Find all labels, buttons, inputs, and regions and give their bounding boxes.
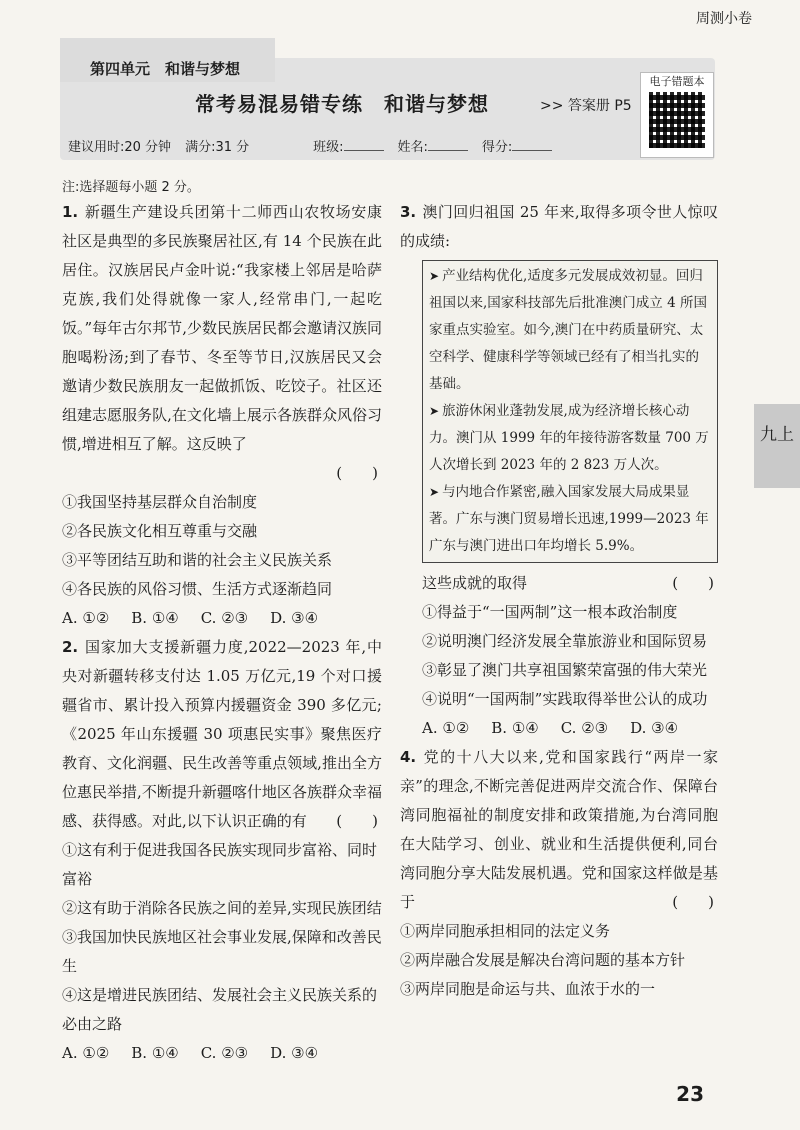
answer-reference: >> 答案册 P5 [540,98,632,114]
option-2: ②这有助于消除各民族之间的差异,实现民族团结 [62,899,382,917]
choice-d[interactable]: D. ③④ [270,1044,319,1062]
question-number: 3. [400,203,417,221]
option-4: ④这是增进民族团结、发展社会主义民族关系的必由之路 [62,986,378,1033]
choice-b[interactable]: B. ①④ [491,719,539,737]
question-3 [400,198,718,743]
answer-bracket: ( ) [672,893,714,911]
answer-bracket: ( ) [336,812,378,830]
arrow-icon: ➤ [429,269,440,283]
choice-b[interactable]: B. ①④ [131,609,179,627]
option-2: ②两岸融合发展是解决台湾问题的基本方针 [400,951,686,969]
material-point-3: ➤ 与内地合作紧密,融入国家发展大局成果显著。广东与澳门贸易增长迅速,1999—2023 年广东与澳门进出口年均增长 5.9%。 [429,484,709,554]
option-1: ①得益于“一国两制”这一根本政治制度 [422,603,678,621]
option-3: ③平等团结互助和谐的社会主义民族关系 [62,551,333,569]
option-2: ②各民族文化相互尊重与交融 [62,522,258,540]
question-2 [62,633,382,1068]
material-box [422,260,718,563]
choice-a[interactable]: A. ①② [62,609,110,627]
class-label: 班级: [313,136,383,155]
option-3: ③我国加快民族地区社会事业发展,保障和改善民生 [62,928,382,975]
answer-choices [62,1039,382,1068]
material-point-2: ➤ 旅游休闲业蓬勃发展,成为经济增长核心动力。澳门从 1999 年的年接待游客数量 700 万人次增长到 2023 年的 2 823 万人次。 [429,403,709,473]
question-text: 新疆生产建设兵团第十二师西山农牧场安康社区是典型的多民族聚居社区,有 14 个民族在此居住。汉族居民卢金叶说:“我家楼上邻居是哈萨克族,我们处得就像一家人,经常串门,一起吃饭。”每年古尔邦节,少数民族居民都会邀请汉族同胞喝粉汤;到了春节、冬至等节日,汉族居民又会邀请少数民族朋友一起做抓饭、吃饺子。社区还组建志愿服务队,在文化墙上展示各族群众风俗习惯,增进相互了解。这反映了 [62,203,382,453]
left-column [62,198,382,1068]
instruction-note: 注:选择题每小题 2 分。 [62,180,200,195]
grade-side-tab: 九上 [754,404,800,488]
option-3: ③两岸同胞是命运与共、血浓于水的一 [400,980,656,998]
option-1: ①两岸同胞承担相同的法定义务 [400,922,611,940]
qr-code-box[interactable] [640,72,714,158]
choice-a[interactable]: A. ①② [422,719,470,737]
option-4: ④说明“一国两制”实践取得举世公认的成功 [422,690,708,708]
choice-d[interactable]: D. ③④ [630,719,679,737]
choice-b[interactable]: B. ①④ [131,1044,179,1062]
answer-choices [62,604,382,633]
qr-code-icon [649,92,705,148]
qr-label: 电子错题本 [649,75,705,88]
question-number: 4. [400,748,417,766]
option-1: ①这有利于促进我国各民族实现同步富裕、同时富裕 [62,841,378,888]
choice-c[interactable]: C. ②③ [560,719,609,737]
answer-bracket: ( ) [336,464,378,482]
question-number: 1. [62,203,79,221]
page-number: 23 [676,1082,704,1106]
choice-a[interactable]: A. ①② [62,1044,110,1062]
page-title: 常考易混易错专练 和谐与梦想 [195,92,489,116]
series-tag: 周测小卷 [696,11,752,27]
answer-choices [400,714,718,743]
question-text: 澳门回归祖国 25 年来,取得多项令世人惊叹的成绩: [400,203,718,250]
question-1 [62,198,382,633]
question-text: 国家加大支援新疆力度,2022—2023 年,中央对新疆转移支付达 1.05 万亿元,19 个对口援疆省市、累计投入预算内援疆资金 390 多亿元;《2025 年山东援疆 30 项惠民实事》聚焦医疗教育、文化润疆、民生改善等重点领域,推出全方位惠民举措,不断提升新疆喀什地区各族群众幸福感、获得感。对此,以下认识正确的有 [62,638,382,830]
option-4: ④各民族的风俗习惯、生活方式逐渐趋同 [62,580,333,598]
answer-bracket: ( ) [672,574,714,592]
choice-c[interactable]: C. ②③ [200,1044,249,1062]
option-1: ①我国坚持基层群众自治制度 [62,493,258,511]
material-point-1: ➤ 产业结构优化,适度多元发展成效初显。回归祖国以来,国家科技部先后批准澳门成立 4 所国家重点实验室。如今,澳门在中药质量研究、太空科学、健康科学等领域已经有了相当扎实的基础。 [429,268,707,392]
unit-label: 第四单元 和谐与梦想 [60,38,275,82]
question-stem: 这些成就的取得 [422,574,528,592]
score-label: 得分: [482,136,552,155]
option-3: ③彰显了澳门共享祖国繁荣富强的伟大荣光 [422,661,708,679]
full-score: 满分:31 分 [185,140,250,155]
right-column [400,198,718,1004]
name-label: 姓名: [398,136,468,155]
option-2: ②说明澳门经济发展全靠旅游业和国际贸易 [422,632,708,650]
suggested-time: 建议用时:20 分钟 [68,140,172,155]
arrow-icon: ➤ [429,404,440,418]
question-text: 党的十八大以来,党和国家践行“两岸一家亲”的理念,不断完善促进两岸交流合作、保障台湾同胞福祉的制度安排和政策措施,为台湾同胞在大陆学习、创业、就业和生活提供便利,同台湾同胞分享大陆发展机遇。党和国家这样做是基于 [400,748,718,911]
question-4 [400,743,718,1004]
arrow-icon: ➤ [429,485,440,499]
choice-d[interactable]: D. ③④ [270,609,319,627]
choice-c[interactable]: C. ②③ [200,609,249,627]
question-number: 2. [62,638,79,656]
info-row [68,136,628,155]
